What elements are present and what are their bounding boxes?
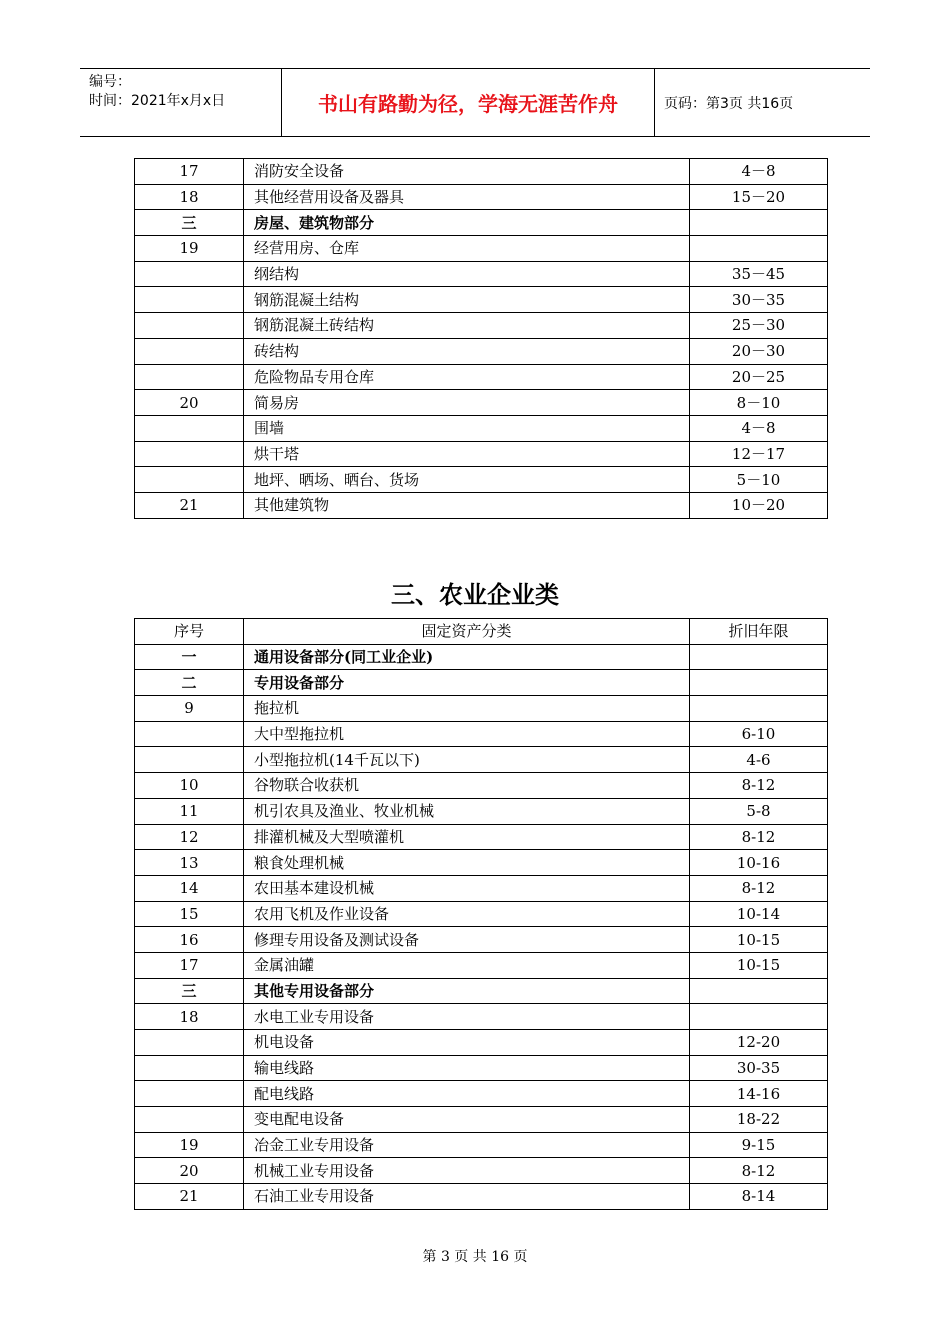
table-row — [135, 287, 828, 313]
row-category: 排灌机械及大型喷灌机 — [244, 824, 690, 850]
row-category: 消防安全设备 — [244, 159, 690, 185]
table-row — [135, 1107, 828, 1133]
row-years: 10-14 — [690, 901, 828, 927]
row-number — [135, 1081, 244, 1107]
row-category: 简易房 — [244, 390, 690, 416]
row-category: 金属油罐 — [244, 952, 690, 978]
table-row — [135, 1132, 828, 1158]
row-years: 4－8 — [690, 415, 828, 441]
row-years — [690, 644, 828, 670]
row-category: 纲结构 — [244, 261, 690, 287]
table-row — [135, 364, 828, 390]
row-category: 拖拉机 — [244, 696, 690, 722]
header-name: 固定资产分类 — [244, 619, 690, 645]
row-number: 17 — [135, 159, 244, 185]
row-years: 25－30 — [690, 313, 828, 339]
row-years — [690, 670, 828, 696]
agriculture-depreciation-table — [134, 618, 828, 1210]
row-category: 机械工业专用设备 — [244, 1158, 690, 1184]
row-years: 8-12 — [690, 773, 828, 799]
table-row — [135, 492, 828, 518]
row-number — [135, 441, 244, 467]
row-category: 配电线路 — [244, 1081, 690, 1107]
row-years: 20－30 — [690, 338, 828, 364]
row-category: 石油工业专用设备 — [244, 1184, 690, 1210]
row-number — [135, 1107, 244, 1133]
row-number: 13 — [135, 850, 244, 876]
row-years: 5－10 — [690, 467, 828, 493]
row-category: 农用飞机及作业设备 — [244, 901, 690, 927]
row-years: 8-14 — [690, 1184, 828, 1210]
doc-time-label: 时间：2021年x月x日 — [89, 93, 226, 109]
row-category: 通用设备部分(同工业企业) — [244, 644, 690, 670]
row-years — [690, 696, 828, 722]
row-years: 15－20 — [690, 184, 828, 210]
row-category: 房屋、建筑物部分 — [244, 210, 690, 236]
table-row — [135, 261, 828, 287]
header-meta — [80, 69, 282, 136]
row-number: 19 — [135, 1132, 244, 1158]
row-years: 20－25 — [690, 364, 828, 390]
table-row — [135, 978, 828, 1004]
row-category: 砖结构 — [244, 338, 690, 364]
row-years: 10-15 — [690, 927, 828, 953]
row-category: 专用设备部分 — [244, 670, 690, 696]
row-number: 9 — [135, 696, 244, 722]
row-number: 18 — [135, 184, 244, 210]
row-category: 其他专用设备部分 — [244, 978, 690, 1004]
table-row — [135, 415, 828, 441]
row-years: 18-22 — [690, 1107, 828, 1133]
doc-code-label: 编号： — [89, 74, 131, 90]
table-row — [135, 236, 828, 262]
row-category: 地坪、晒场、晒台、货场 — [244, 467, 690, 493]
row-years: 5-8 — [690, 798, 828, 824]
row-number: 20 — [135, 1158, 244, 1184]
row-years: 4-6 — [690, 747, 828, 773]
row-number — [135, 721, 244, 747]
table-row — [135, 1184, 828, 1210]
table-row — [135, 1004, 828, 1030]
row-category: 烘干塔 — [244, 441, 690, 467]
row-category: 农田基本建设机械 — [244, 875, 690, 901]
table-row — [135, 670, 828, 696]
row-category: 钢筋混凝土结构 — [244, 287, 690, 313]
table-row — [135, 875, 828, 901]
row-number: 20 — [135, 390, 244, 416]
table-row — [135, 441, 828, 467]
row-category: 围墙 — [244, 415, 690, 441]
table-row — [135, 696, 828, 722]
row-years: 8-12 — [690, 875, 828, 901]
row-number — [135, 338, 244, 364]
row-number: 14 — [135, 875, 244, 901]
page-footer: 第 3 页 共 16 页 — [422, 1249, 528, 1265]
row-years: 8-12 — [690, 1158, 828, 1184]
table-row — [135, 159, 828, 185]
table-row — [135, 467, 828, 493]
row-category: 输电线路 — [244, 1055, 690, 1081]
row-number: 15 — [135, 901, 244, 927]
table-row — [135, 184, 828, 210]
row-years: 14-16 — [690, 1081, 828, 1107]
table-row — [135, 901, 828, 927]
row-category: 粮食处理机械 — [244, 850, 690, 876]
table-row — [135, 338, 828, 364]
table-row — [135, 1158, 828, 1184]
row-number — [135, 364, 244, 390]
table-row — [135, 952, 828, 978]
row-number: 二 — [135, 670, 244, 696]
row-number: 12 — [135, 824, 244, 850]
row-number — [135, 313, 244, 339]
table-row — [135, 210, 828, 236]
row-number: 三 — [135, 978, 244, 1004]
row-number: 21 — [135, 1184, 244, 1210]
row-years — [690, 210, 828, 236]
header-page-info: 页码：第3页 共16页 — [664, 95, 794, 112]
row-number: 19 — [135, 236, 244, 262]
depreciation-table-continued — [134, 158, 828, 519]
row-category: 变电配电设备 — [244, 1107, 690, 1133]
row-number: 21 — [135, 492, 244, 518]
row-category: 小型拖拉机(14千瓦以下) — [244, 747, 690, 773]
row-years: 12-20 — [690, 1030, 828, 1056]
row-category: 其他经营用设备及器具 — [244, 184, 690, 210]
row-years: 12－17 — [690, 441, 828, 467]
row-years: 8-12 — [690, 824, 828, 850]
row-category: 机电设备 — [244, 1030, 690, 1056]
row-years — [690, 978, 828, 1004]
table-row — [135, 747, 828, 773]
row-number: 一 — [135, 644, 244, 670]
row-number — [135, 467, 244, 493]
row-number — [135, 1055, 244, 1081]
row-number: 11 — [135, 798, 244, 824]
table-row — [135, 1030, 828, 1056]
row-category: 钢筋混凝土砖结构 — [244, 313, 690, 339]
row-years: 10-16 — [690, 850, 828, 876]
row-number — [135, 287, 244, 313]
table-row — [135, 798, 828, 824]
row-number: 18 — [135, 1004, 244, 1030]
row-category: 水电工业专用设备 — [244, 1004, 690, 1030]
row-years: 35－45 — [690, 261, 828, 287]
table-row — [135, 1055, 828, 1081]
row-years: 8－10 — [690, 390, 828, 416]
row-category: 大中型拖拉机 — [244, 721, 690, 747]
header-slogan: 书山有路勤为径，学海无涯苦作舟 — [282, 69, 655, 136]
header-no: 序号 — [135, 619, 244, 645]
row-years: 30-35 — [690, 1055, 828, 1081]
row-number — [135, 415, 244, 441]
table-row — [135, 644, 828, 670]
row-category: 冶金工业专用设备 — [244, 1132, 690, 1158]
row-number — [135, 747, 244, 773]
table-row — [135, 927, 828, 953]
row-years — [690, 236, 828, 262]
row-category: 修理专用设备及测试设备 — [244, 927, 690, 953]
table-row — [135, 390, 828, 416]
row-years: 10-15 — [690, 952, 828, 978]
row-category: 机引农具及渔业、牧业机械 — [244, 798, 690, 824]
table-header-row — [135, 619, 828, 645]
row-years: 10－20 — [690, 492, 828, 518]
row-category: 危险物品专用仓库 — [244, 364, 690, 390]
row-number — [135, 1030, 244, 1056]
table-row — [135, 721, 828, 747]
table-row — [135, 850, 828, 876]
row-years: 9-15 — [690, 1132, 828, 1158]
page-header — [80, 68, 870, 137]
header-years: 折旧年限 — [690, 619, 828, 645]
table-row — [135, 1081, 828, 1107]
table-row — [135, 824, 828, 850]
row-years: 6-10 — [690, 721, 828, 747]
row-number: 16 — [135, 927, 244, 953]
row-number — [135, 261, 244, 287]
row-years — [690, 1004, 828, 1030]
row-number: 17 — [135, 952, 244, 978]
table-row — [135, 773, 828, 799]
row-years: 4－8 — [690, 159, 828, 185]
section-title: 三、农业企业类 — [391, 581, 559, 609]
row-category: 其他建筑物 — [244, 492, 690, 518]
row-category: 谷物联合收获机 — [244, 773, 690, 799]
row-number: 三 — [135, 210, 244, 236]
row-category: 经营用房、仓库 — [244, 236, 690, 262]
table-row — [135, 313, 828, 339]
row-years: 30－35 — [690, 287, 828, 313]
row-number: 10 — [135, 773, 244, 799]
